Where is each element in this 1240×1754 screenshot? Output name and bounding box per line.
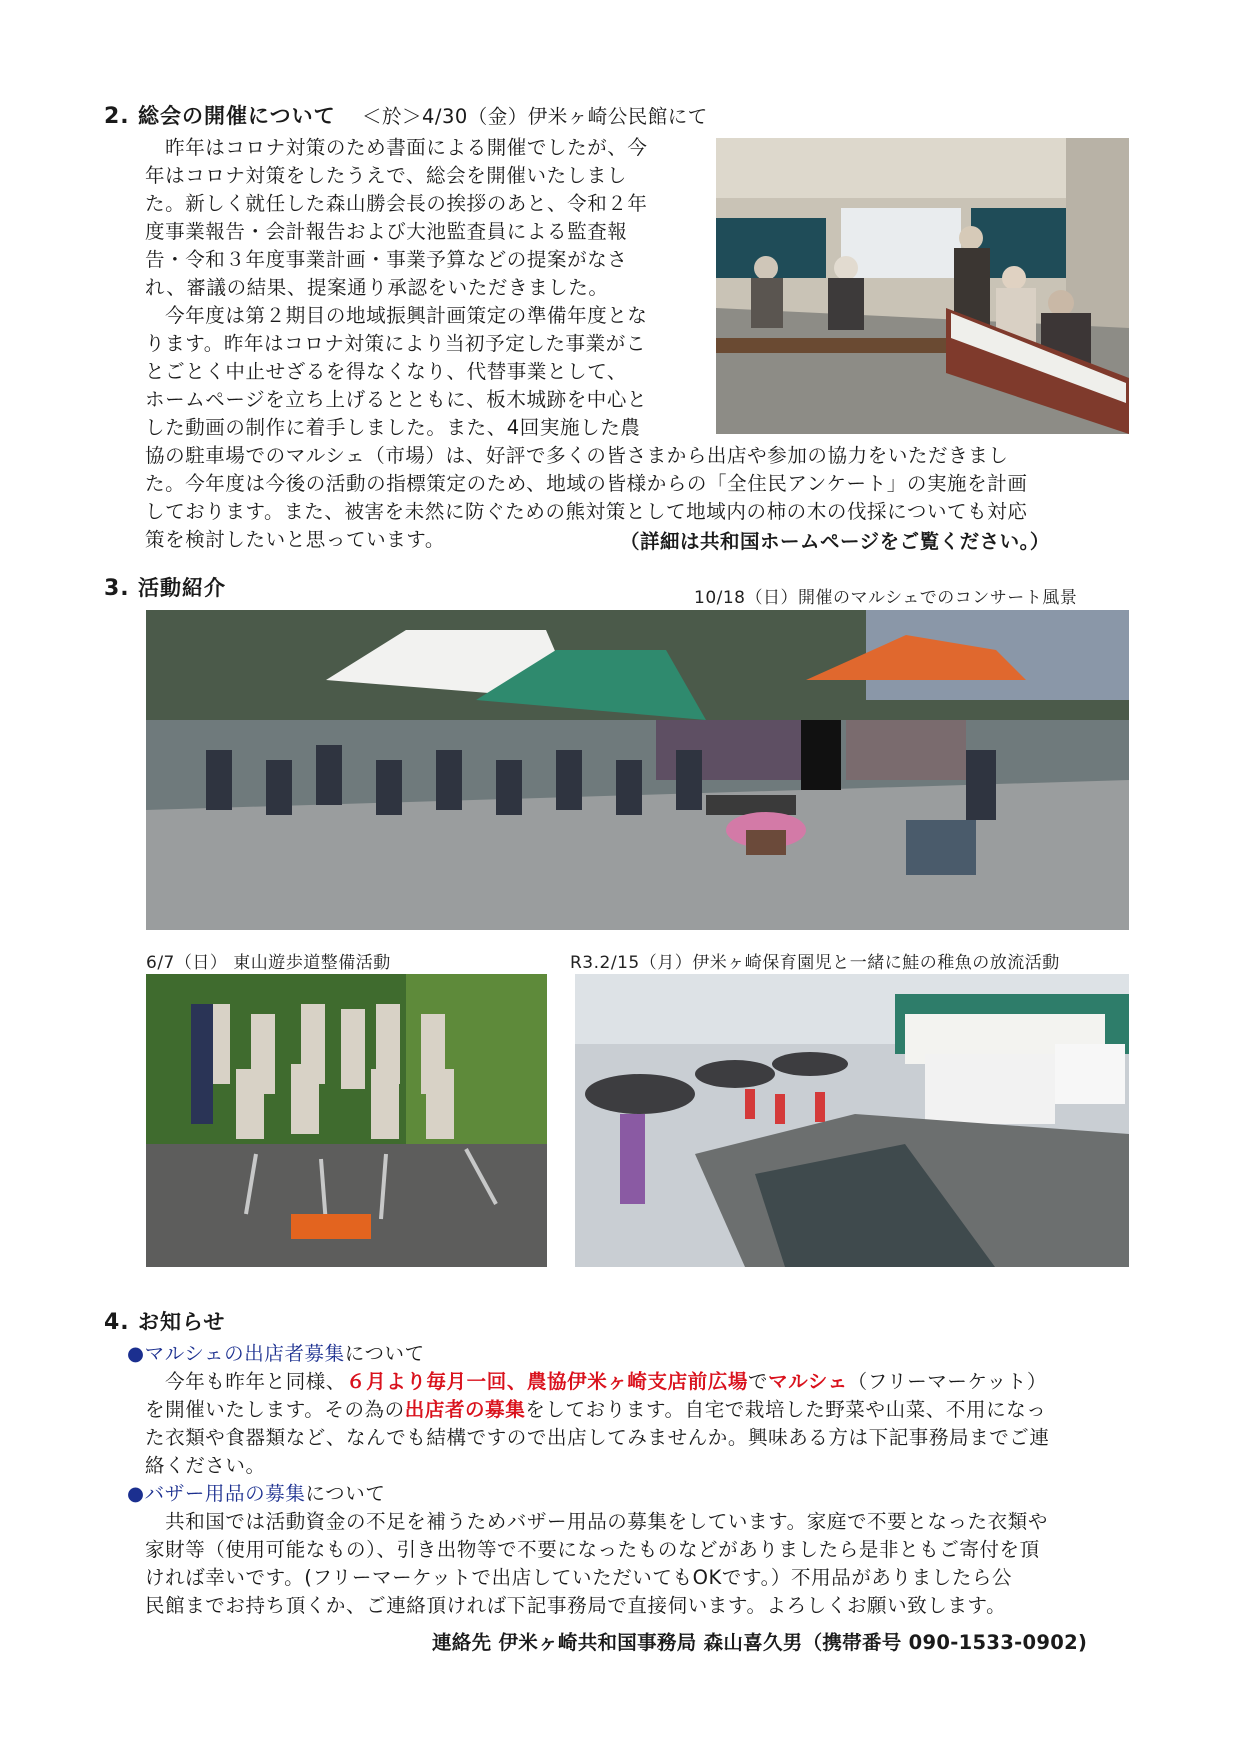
- text-line: た衣類や食器類など、なんでも結構ですので出店してみませんか。興味ある方は下記事務局までご連: [145, 1426, 1050, 1449]
- notice-marche-title: マルシェの出店者募集: [144, 1342, 345, 1365]
- notice-marche: [127, 1340, 1132, 1480]
- notice-marche-heading: [127, 1340, 1132, 1368]
- section2-venue: ＜於＞4/30（金）伊米ヶ崎公民館にて: [362, 105, 708, 128]
- text-line: しております。また、被害を未然に防ぐための熊対策として地域内の柿の木の伐採についても対応: [145, 500, 1028, 523]
- section2-heading: [104, 100, 336, 130]
- text-line: 民館までお持ち頂くか、ご連絡頂ければ下記事務局で直接伺います。よろしくお願い致します。: [145, 1594, 1007, 1617]
- notice-bazaar-title: バザー用品の募集: [144, 1482, 306, 1505]
- notice-bazaar-title-suffix: について: [305, 1482, 386, 1505]
- highlight-text: ６月より毎月一回、農協伊米ヶ崎支店前広場: [346, 1370, 749, 1393]
- text-line: 年はコロナ対策をしたうえで、総会を開催いたしまし: [145, 164, 628, 187]
- section3-heading: [104, 572, 226, 602]
- section3-title: 活動紹介: [137, 576, 226, 600]
- section2-wrapped-text: [145, 134, 705, 442]
- section4-title: お知らせ: [137, 1310, 226, 1334]
- section3-number: 3.: [104, 576, 130, 601]
- highlight-text: 出店者の募集: [404, 1398, 526, 1421]
- highlight-text: マルシェ: [768, 1370, 848, 1393]
- text-segment: を開催いたします。その為の: [145, 1398, 405, 1421]
- text-line: 協の駐車場でのマルシェ（市場）は、好評で多くの皆さまから出店や参加の協力をいただきまし: [145, 444, 1009, 467]
- text-line: 策を検討したいと思っています。: [145, 528, 445, 551]
- text-line: た。今年度は今後の活動の指標策定のため、地域の皆様からの「全住民アンケート」の実施を計画: [145, 472, 1028, 495]
- text-line: ければ幸いです。(フリーマーケットで出店していただいてもOKです。）不用品がありましたら公: [145, 1566, 1013, 1589]
- text-line: 共和国では活動資金の不足を補うためバザー用品の募集をしています。家庭で不要となった衣類や: [145, 1510, 1048, 1533]
- text-line: [127, 1396, 1132, 1424]
- contact-info: 連絡先 伊米ヶ崎共和国事務局 森山喜久男（携帯番号 090-1533-0902): [432, 1631, 1088, 1654]
- notice-bazaar: [127, 1480, 1132, 1620]
- caption-salmon-release: R3.2/15（月）伊米ヶ崎保育園児と一緒に鮭の稚魚の放流活動: [570, 953, 1060, 973]
- trail-work-photo: [146, 974, 547, 1267]
- caption-marche-concert: 10/18（日）開催のマルシェでのコンサート風景: [694, 588, 1078, 608]
- text-segment: 今年も昨年と同様、: [145, 1370, 347, 1393]
- text-line: 度事業報告・会計報告および大池監査員による監査報: [145, 220, 628, 243]
- text-line: 昨年はコロナ対策のため書面による開催でしたが、今: [145, 136, 648, 159]
- text-line: れ、審議の結果、提案通り承認をいただきました。: [145, 276, 609, 299]
- meeting-photo: [716, 138, 1129, 434]
- bullet-icon: ●: [127, 1482, 145, 1505]
- text-line: ホームページを立ち上げるとともに、板木城跡を中心と: [145, 388, 648, 411]
- notice-marche-title-suffix: について: [344, 1342, 425, 1365]
- notice-bazaar-heading: [127, 1480, 1132, 1508]
- text-line: 絡ください。: [145, 1454, 266, 1477]
- section2-title: 総会の開催について: [137, 104, 336, 128]
- text-segment: をしております。自宅で栽培した野菜や山菜、不用になっ: [525, 1398, 1047, 1421]
- details-note: （詳細は共和国ホームページをご覧ください。）: [620, 530, 1050, 553]
- bullet-icon: ●: [127, 1342, 145, 1365]
- text-line: とごとく中止せざるを得なくなり、代替事業として、: [145, 360, 628, 383]
- text-line: 今年度は第２期目の地域振興計画策定の準備年度とな: [145, 304, 648, 327]
- text-line: た。新しく就任した森山勝会長の挨拶のあと、令和２年: [145, 192, 648, 215]
- salmon-release-photo: [575, 974, 1129, 1267]
- text-line: [127, 1368, 1132, 1396]
- section2-number: 2.: [104, 104, 130, 129]
- text-line: 家財等（使用可能なもの）、引き出物等で不要になったものなどがありましたら是非ともご寄付を頂: [145, 1538, 1040, 1561]
- section4-heading: [104, 1306, 225, 1336]
- caption-trail-work: 6/7（日） 東山遊歩道整備活動: [146, 953, 391, 973]
- section4-number: 4.: [104, 1310, 130, 1335]
- text-segment: で: [748, 1370, 769, 1393]
- text-segment: （フリーマーケット）: [847, 1370, 1047, 1393]
- text-line: ります。昨年はコロナ対策により当初予定した事業がこ: [145, 332, 646, 355]
- text-line: 告・令和３年度事業計画・事業予算などの提案がなさ: [145, 248, 628, 271]
- marche-concert-photo: [146, 610, 1129, 930]
- text-line: した動画の制作に着手しました。また、4回実施した農: [145, 416, 641, 439]
